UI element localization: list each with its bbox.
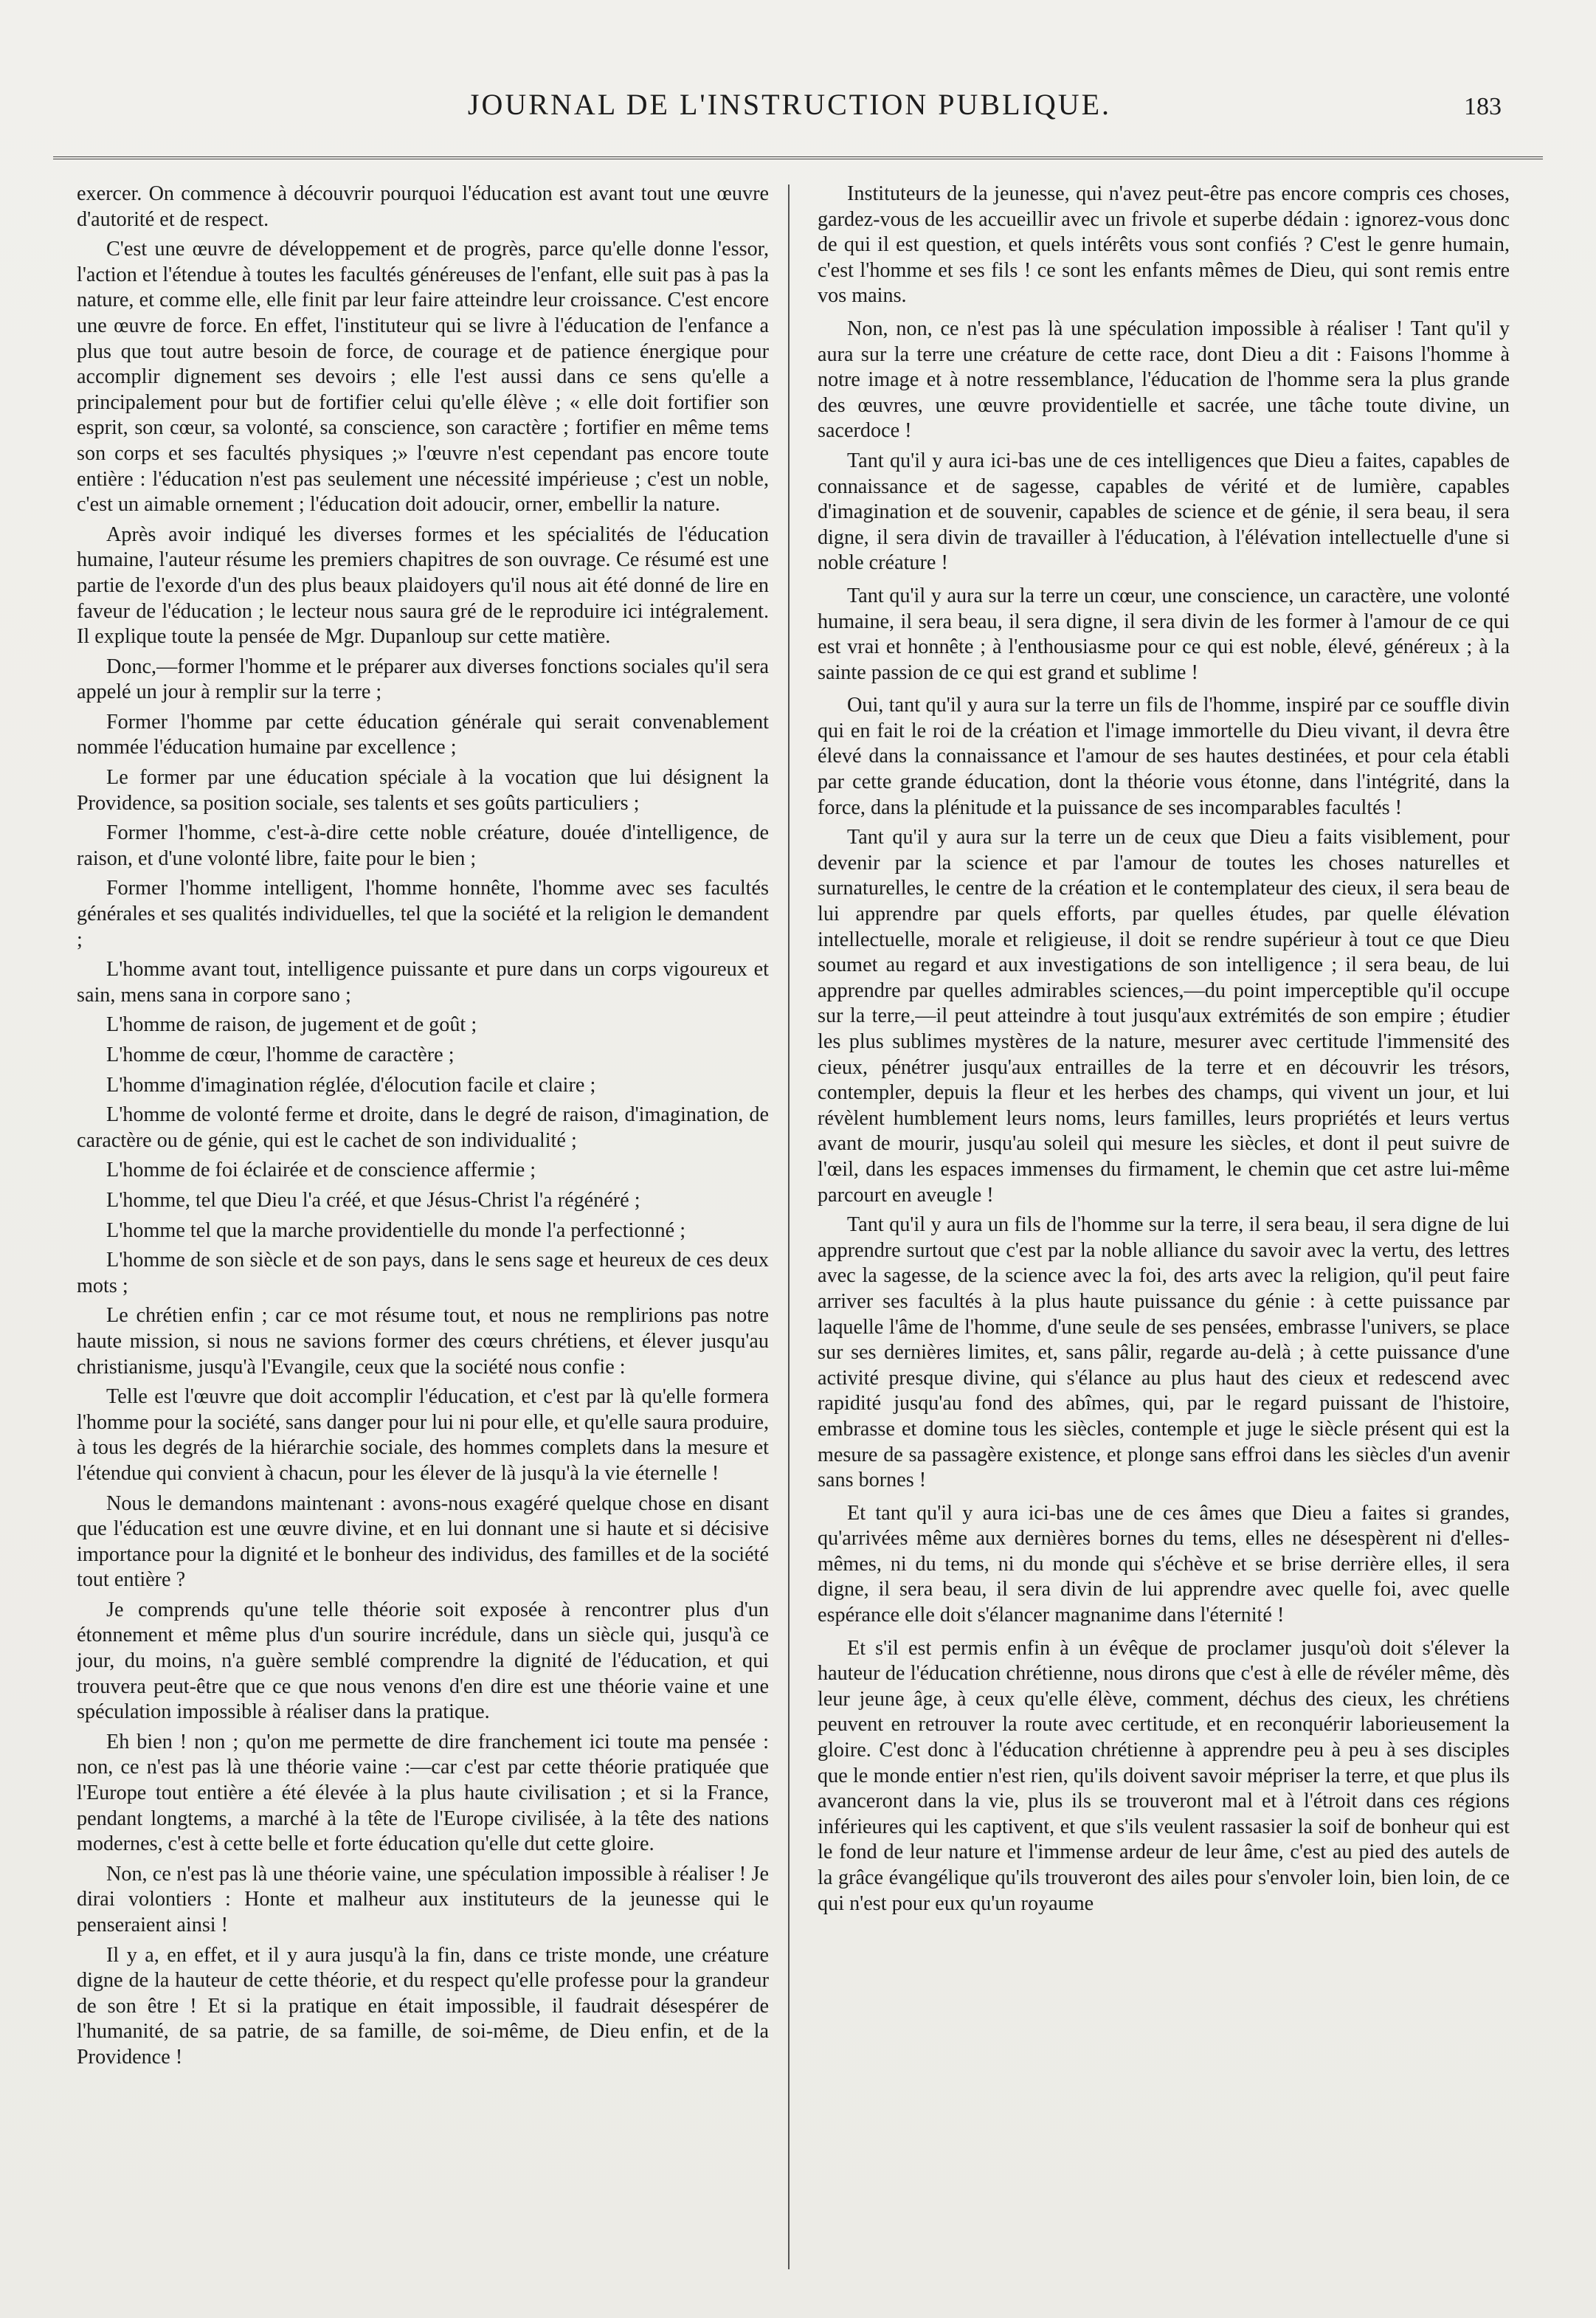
paragraph: L'homme d'imagination réglée, d'élocution facile et claire ;: [106, 1073, 596, 1097]
paragraph: Oui, tant qu'il y aura sur la terre un fils de l'homme, inspiré par ce souffle divin qui en fait le roi de la création et l'image immortelle du Dieu vivant, il devra être élevé dans la connaissance et l'amour de ses hautes destinées, et pour cela établi par cette grande éducation, dont la théorie vous étonne, dans l'intégrité, dans la force, dans la plénitude et la puissance de ses incomparables facultés !: [818, 694, 1510, 819]
paragraph: Non, ce n'est pas là une théorie vaine, une spéculation impossible à réaliser ! Je dirai volontiers : Honte et malheur aux instituteurs de la jeunesse qui le penseraient ainsi !: [77, 1862, 769, 1936]
paragraph: Telle est l'œuvre que doit accomplir l'éducation, et c'est par là qu'elle formera l'homme pour la société, sans danger pour lui ni pour elle, et qu'elle saura produire, à tous les degrés de la hiérarchie sociale, des hommes complets dans la mesure et l'étendue qui convient à chacun, pour les élever de là jusqu'à la vie éternelle !: [77, 1385, 769, 1485]
paragraph: L'homme de volonté ferme et droite, dans le degré de raison, d'imagination, de caractère ou de génie, qui est le cachet de son individualité ;: [77, 1103, 769, 1152]
paragraph: Instituteurs de la jeunesse, qui n'avez peut-être pas encore compris ces choses, gardez-vous de les accueillir avec un frivole et superbe dédain : ignorez-vous donc de qui il est question, et quels intérêts vous sont confiés ? C'est le genre humain, c'est l'homme et ses fils ! ce sont les enfants mêmes de Dieu, qui sont remis entre vos mains.: [818, 182, 1510, 308]
paragraph: Tant qu'il y aura sur la terre un cœur, une conscience, un caractère, une volonté humaine, il sera beau, il sera digne, il sera divin de les former à l'amour de ce qui est vrai et honnête ; à l'enthousiasme pour ce qui est noble, élevé, généreux ; à la sainte passion de ce qui est grand et sublime !: [818, 584, 1510, 684]
running-head: [0, 87, 1596, 131]
paragraph: L'homme, tel que Dieu l'a créé, et que Jésus-Christ l'a régénéré ;: [106, 1188, 640, 1212]
paragraph: Eh bien ! non ; qu'on me permette de dire franchement ici toute ma pensée : non, ce n'est pas là une théorie vaine :—car c'est par cette théorie pratiquée que l'Europe tout entière a été élevée à la plus haute civilisation ; et si la France, pendant longtems, a marché à la tête de l'Europe civilisée, à la tête des nations modernes, c'est à cette belle et forte éducation qu'elle dut cette gloire.: [77, 1730, 769, 1856]
paragraph: Tant qu'il y aura ici-bas une de ces intelligences que Dieu a faites, capables de connaissance et de sagesse, capables de vérité et de lumière, capables d'imagination et de souvenir, capables de science et de génie, il sera beau, il sera digne, il sera divin de travailler à l'éducation, à l'élévation intellectuelle d'une si noble créature !: [818, 449, 1510, 575]
paragraph: L'homme de son siècle et de son pays, dans le sens sage et heureux de ces deux mots ;: [77, 1249, 769, 1297]
left-column: [77, 182, 769, 2075]
paragraph: L'homme de foi éclairée et de conscience affermie ;: [106, 1159, 536, 1182]
paragraph: Il y a, en effet, et il y aura jusqu'à la fin, dans ce triste monde, une créature digne de la hauteur de cette théorie, et du respect qu'elle professe pour la grandeur de son être ! Et si la pratique en était impossible, il faudrait désespérer de l'humanité, de sa patrie, de sa famille, de soi-même, de Dieu enfin, et de la Providence !: [77, 1943, 769, 2069]
paragraph: Le chrétien enfin ; car ce mot résume tout, et nous ne remplirions pas notre haute mission, si nous ne savions former des cœurs chrétiens, et élever jusqu'au christianisme, jusqu'à l'Evangile, ceux que la société nous confie :: [77, 1304, 769, 1379]
paragraph: Et s'il est permis enfin à un évêque de proclamer jusqu'où doit s'élever la hauteur de l'éducation chrétienne, nous dirons que c'est à elle de révéler même, dès leur jeune âge, à ceux qu'elle élève, comment, déchus des cieux, les chrétiens peuvent en retrouver la route avec certitude, et en reconquérir laborieusement la gloire. C'est donc à l'éducation chrétienne à apprendre peu à peu à ses disciples que le monde entier n'est rien, qu'ils doivent savoir mépriser la terre, et que plus ils avanceront dans la vie, plus ils se trouveront mal et à l'étroit dans ces régions inférieures qui les captivent, et que s'ils veulent rassasier la soif de bonheur qui est le fond de leur nature et l'immense ardeur de leur âme, c'est au pied des autels de la grâce évangélique qu'ils trouveront des ailes pour s'envoler loin, bien loin, de ce qui n'est pour eux qu'un royaume: [818, 1636, 1510, 1915]
column-divider: [788, 184, 790, 2269]
paragraph: Et tant qu'il y aura ici-bas une de ces âmes que Dieu a faites si grandes, qu'arrivées même aux dernières bornes du tems, elles ne désespèrent ni d'elles-mêmes, ni du tems, ni du monde qui s'échève et se brise derrière elles, il sera digne, il sera beau, il sera divin de lui apprendre avec quelle foi, avec quelle espérance elle doit s'élancer magnanime dans l'éternité !: [818, 1501, 1510, 1627]
right-column: [818, 182, 1510, 1921]
paragraph: Tant qu'il y aura sur la terre un de ceux que Dieu a faits visiblement, pour devenir par la science et par l'amour de toutes les choses naturelles et surnaturelles, le centre de la création et le contemplateur des cieux, il sera beau de lui apprendre par quels efforts, par quelles études, par quelle élévation intellectuelle, morale et religieuse, il doit se rendre supérieur à tout ce que Dieu soumet au regard et aux investigations de son intelligence ; il sera beau, de lui apprendre par quelles admirables sciences,—du point imperceptible qu'il occupe sur la terre,—il peut atteindre à tout jusqu'aux extrémités de son empire ; étudier les plus sublimes mystères de la nature, mesurer avec certitude l'immensité des cieux, pénétrer jusqu'aux entrailles de la terre et en découvrir les trésors, contempler, depuis la fleur et les herbes des champs, qui vivent un jour, et lui révèlent humblement leurs noms, leurs familles, leurs propriétés et leurs vertus avant de mourir, jusqu'au soleil qui mesure les siècles, et dont il peut suivre de l'œil, dans les espaces immenses du firmament, le chemin que cet astre lui-même parcourt en aveugle !: [818, 826, 1510, 1207]
paragraph: Après avoir indiqué les diverses formes et les spécialités de l'éducation humaine, l'auteur résume les premiers chapitres de son ouvrage. Ce résumé est une partie de l'exorde d'un des plus beaux plaidoyers qu'il nous ait été donné de lire en faveur de l'éducation ; le lecteur nous saura gré de le reproduire ici intégralement. Il explique toute la pensée de Mgr. Dupanloup sur cette matière.: [77, 522, 769, 649]
paragraph: C'est une œuvre de développement et de progrès, parce qu'elle donne l'essor, l'action et l'étendue à toutes les facultés généreuses de l'enfant, elle suit pas à pas la nature, et comme elle, elle finit par leur faire atteindre leur croissance. C'est encore une œuvre de force. En effet, l'instituteur qui se livre à l'éducation de l'enfance a plus que tout autre besoin de force, de courage et de patience énergique pour accomplir dignement ses devoirs ; elle l'est aussi dans ce sens qu'elle a principalement pour but de fortifier celui qu'elle élève ; « elle doit fortifier son esprit, son cœur, sa volonté, sa conscience, son caractère ; fortifier en même tems son corps et ses facultés physiques ;» l'œuvre n'est cependant pas encore toute entière : l'éducation n'est pas seulement une nécessité impérieuse ; c'est un noble, c'est un aimable ornement ; l'éducation doit adoucir, orner, embellir la nature.: [77, 238, 769, 517]
paragraph: Tant qu'il y aura un fils de l'homme sur la terre, il sera beau, il sera digne de lui apprendre surtout que c'est par la noble alliance du savoir avec la vertu, des lettres avec la sagesse, de la science avec la foi, des arts avec la religion, qu'il peut faire arriver ses facultés à la plus haute puissance du génie : à cette puissance par laquelle l'âme de l'homme, d'une seule de ses pensées, embrasse l'univers, se place sur ses dernières limites, et, sans pâlir, regarde au-delà ; à cette puissance d'une activité presque divine, qui s'élance au plus haut des cieux et redescend avec rapidité jusqu'au fond des abîmes, qui, par le regard puissant de l'histoire, embrasse et domine tous les siècles, contemple et juge le siècle présent qui est la mesure de sa passagère existence, et plonge sans effroi dans les siècles d'un avenir sans bornes !: [818, 1213, 1510, 1492]
paragraph: Nous le demandons maintenant : avons-nous exagéré quelque chose en disant que l'éducation est une œuvre divine, et en lui donnant une si haute et si décisive importance pour la dignité et le bonheur des individus, des familles et de la société tout entière ?: [77, 1491, 769, 1592]
paragraph: Je comprends qu'une telle théorie soit exposée à rencontrer plus d'un étonnement et même plus d'un sourire incrédule, dans un siècle qui, jusqu'à ce jour, du moins, n'a guère semblé comprendre la dignité de l'éducation, et qui trouvera peut-être que ce que nous venons d'en dire est une théorie vaine et une spéculation impossible à réaliser dans la pratique.: [77, 1598, 769, 1724]
paragraph: exercer. On commence à découvrir pourquoi l'éducation est avant tout une œuvre d'autorité et de respect.: [77, 182, 769, 231]
paragraph: Former l'homme intelligent, l'homme honnête, l'homme avec ses facultés générales et ses qualités individuelles, tel que la société et la religion le demandent ;: [77, 877, 769, 951]
paragraph: L'homme avant tout, intelligence puissante et pure dans un corps vigoureux et sain, mens sana in corpore sano ;: [77, 958, 769, 1007]
paragraph: Donc,—former l'homme et le préparer aux diverses fonctions sociales qu'il sera appelé un jour à remplir sur la terre ;: [77, 655, 769, 704]
paragraph: L'homme tel que la marche providentielle du monde l'a perfectionné ;: [106, 1218, 686, 1242]
paragraph: Former l'homme par cette éducation générale qui serait convenablement nommée l'éducation humaine par excellence ;: [77, 710, 769, 759]
paragraph: Le former par une éducation spéciale à la vocation que lui désignent la Providence, sa position sociale, ses talents et ses goûts particuliers ;: [77, 766, 769, 815]
journal-title: JOURNAL DE L'INSTRUCTION PUBLIQUE.: [467, 88, 1112, 121]
paragraph: L'homme de raison, de jugement et de goût ;: [106, 1013, 477, 1037]
header-rule: [53, 156, 1543, 159]
paragraph: Former l'homme, c'est-à-dire cette noble créature, douée d'intelligence, de raison, et d'une volonté libre, faite pour le bien ;: [77, 821, 769, 870]
paragraph: L'homme de cœur, l'homme de caractère ;: [106, 1044, 455, 1066]
page-number: 183: [1464, 93, 1502, 120]
paragraph: Non, non, ce n'est pas là une spéculation impossible à réaliser ! Tant qu'il y aura sur la terre une créature de cette race, dont Dieu a dit : Faisons l'homme à notre image et à notre ressemblance, l'éducation de l'homme sera la plus grande des œuvres, une œuvre providentielle et sacrée, une tâche toute divine, un sacerdoce !: [818, 317, 1510, 443]
